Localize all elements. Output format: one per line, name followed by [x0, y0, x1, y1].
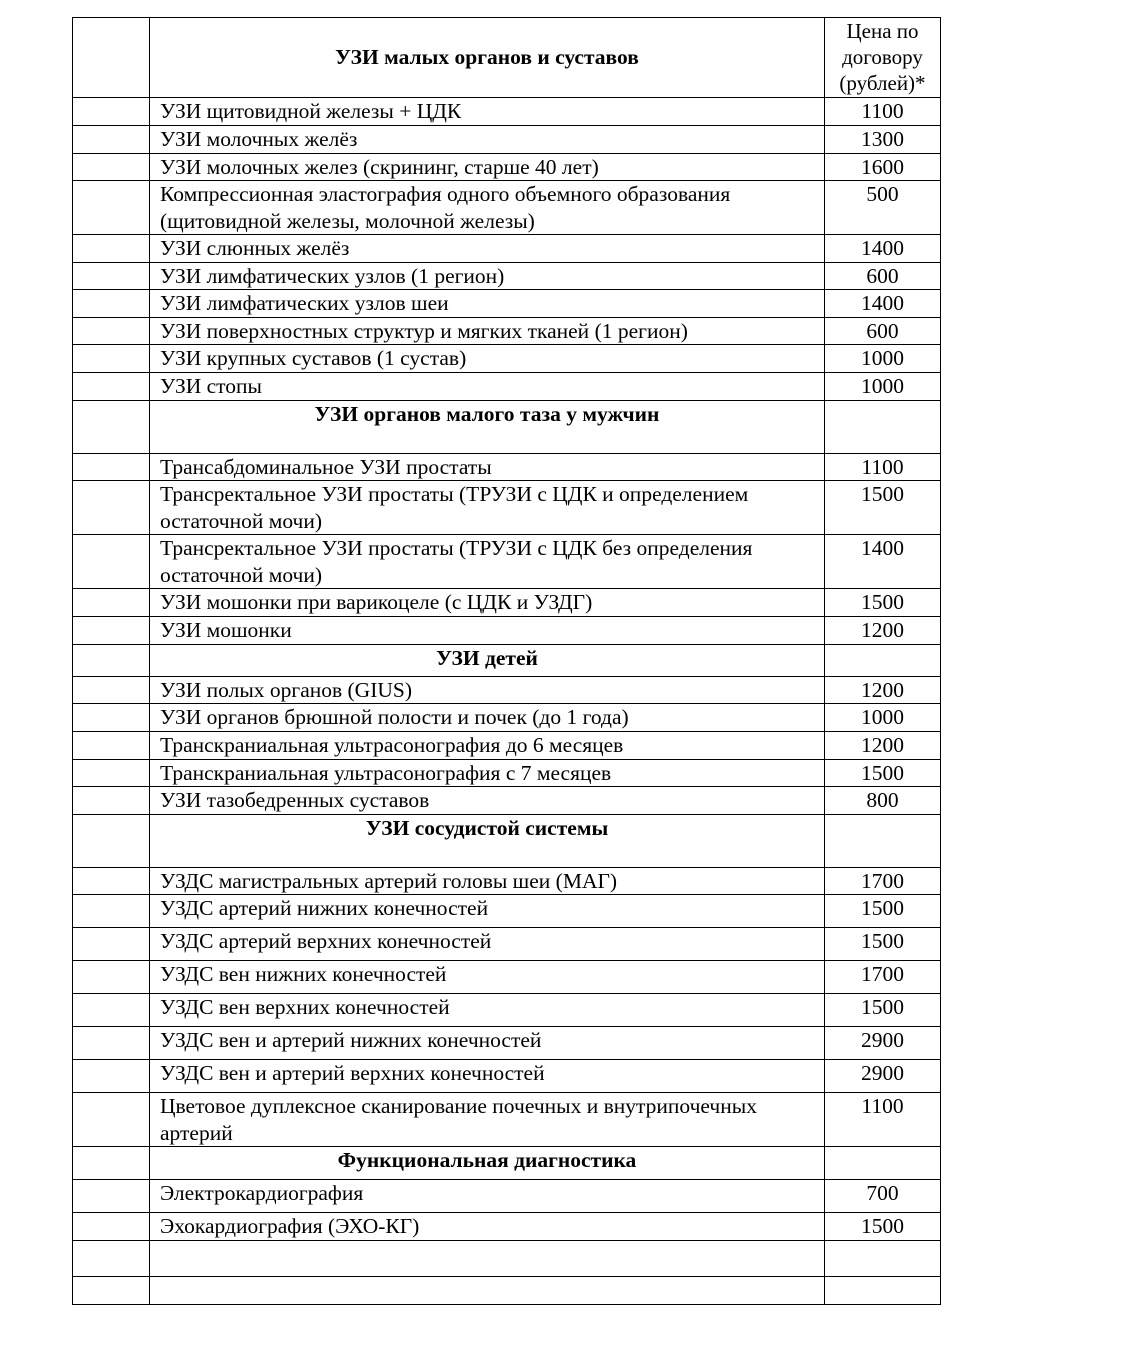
- service-price: 1100: [825, 453, 941, 481]
- table-title: УЗИ малых органов и суставов: [150, 18, 825, 98]
- row-number-cell: [73, 814, 150, 867]
- section-header-row: [73, 644, 941, 676]
- row-number-cell: [73, 1276, 150, 1304]
- empty-cell: [150, 1240, 825, 1276]
- service-name: Трансабдоминальное УЗИ простаты: [150, 453, 825, 481]
- empty-cell: [150, 1276, 825, 1304]
- service-name: УЗИ органов брюшной полости и почек (до 1 года): [150, 704, 825, 732]
- row-number-cell: [73, 372, 150, 400]
- service-price: 1500: [825, 481, 941, 535]
- table-row: [73, 759, 941, 787]
- row-number-cell: [73, 235, 150, 263]
- row-number-cell: [73, 1060, 150, 1093]
- service-price: 1400: [825, 290, 941, 318]
- service-name: Цветовое дуплексное сканирование почечных и внутрипочечных артерий: [150, 1093, 825, 1147]
- table-header-row: [73, 18, 941, 98]
- row-number-cell: [73, 704, 150, 732]
- table-row: [73, 994, 941, 1027]
- table-row: [73, 895, 941, 928]
- service-name: Трансректальное УЗИ простаты (ТРУЗИ с ЦДК и определением остаточной мочи): [150, 481, 825, 535]
- service-name: УЗДС магистральных артерий головы шеи (МАГ): [150, 867, 825, 895]
- price-table-body: [73, 18, 941, 1305]
- row-number-cell: [73, 732, 150, 760]
- number-column-header: [73, 18, 150, 98]
- section-title: УЗИ сосудистой системы: [150, 814, 825, 867]
- service-name: УЗИ лимфатических узлов шеи: [150, 290, 825, 318]
- service-name: УЗИ молочных желез (скрининг, старше 40 лет): [150, 153, 825, 181]
- service-name: УЗДС вен и артерий нижних конечностей: [150, 1027, 825, 1060]
- service-price: 1500: [825, 1213, 941, 1241]
- row-number-cell: [73, 644, 150, 676]
- service-name: УЗИ крупных суставов (1 сустав): [150, 345, 825, 373]
- table-row: [73, 616, 941, 644]
- row-number-cell: [73, 895, 150, 928]
- table-row: [73, 928, 941, 961]
- row-number-cell: [73, 481, 150, 535]
- service-price: 2900: [825, 1027, 941, 1060]
- service-price: 700: [825, 1180, 941, 1213]
- section-title: УЗИ органов малого таза у мужчин: [150, 400, 825, 453]
- row-number-cell: [73, 867, 150, 895]
- row-number-cell: [73, 961, 150, 994]
- table-row: [73, 98, 941, 126]
- service-price: 1400: [825, 235, 941, 263]
- service-name: УЗИ поверхностных структур и мягких тканей (1 регион): [150, 317, 825, 345]
- service-name: УЗИ стопы: [150, 372, 825, 400]
- service-price: 500: [825, 181, 941, 235]
- table-row: [73, 1180, 941, 1213]
- service-price: 600: [825, 262, 941, 290]
- row-number-cell: [73, 787, 150, 815]
- service-name: УЗИ полых органов (GIUS): [150, 676, 825, 704]
- price-table: [72, 17, 941, 1305]
- row-number-cell: [73, 98, 150, 126]
- table-row: [73, 732, 941, 760]
- service-name: УЗИ тазобедренных суставов: [150, 787, 825, 815]
- table-row: [73, 126, 941, 154]
- service-price: 1700: [825, 961, 941, 994]
- service-name: УЗИ молочных желёз: [150, 126, 825, 154]
- table-row: [73, 317, 941, 345]
- service-price: 1000: [825, 372, 941, 400]
- row-number-cell: [73, 290, 150, 318]
- service-price: 600: [825, 317, 941, 345]
- row-number-cell: [73, 1093, 150, 1147]
- service-name: УЗИ слюнных желёз: [150, 235, 825, 263]
- row-number-cell: [73, 181, 150, 235]
- empty-cell: [825, 1276, 941, 1304]
- row-number-cell: [73, 759, 150, 787]
- service-price: 1500: [825, 928, 941, 961]
- service-price: 800: [825, 787, 941, 815]
- service-price: 1100: [825, 1093, 941, 1147]
- table-row: [73, 1060, 941, 1093]
- table-row: [73, 1027, 941, 1060]
- table-row: [73, 290, 941, 318]
- service-price: 1100: [825, 98, 941, 126]
- table-row: [73, 153, 941, 181]
- row-number-cell: [73, 1147, 150, 1180]
- table-row: [73, 787, 941, 815]
- table-row: [73, 1213, 941, 1241]
- section-header-row: [73, 814, 941, 867]
- table-row: [73, 181, 941, 235]
- table-row: [73, 867, 941, 895]
- service-price: 1300: [825, 126, 941, 154]
- table-row: [73, 1093, 941, 1147]
- service-price: 1600: [825, 153, 941, 181]
- row-number-cell: [73, 994, 150, 1027]
- table-row: [73, 262, 941, 290]
- table-row: [73, 345, 941, 373]
- row-number-cell: [73, 928, 150, 961]
- table-row: [73, 589, 941, 617]
- service-name: УЗИ лимфатических узлов (1 регион): [150, 262, 825, 290]
- section-title: УЗИ детей: [150, 644, 825, 676]
- section-header-row: [73, 1147, 941, 1180]
- table-row: [73, 535, 941, 589]
- empty-row: [73, 1276, 941, 1304]
- row-number-cell: [73, 453, 150, 481]
- service-name: УЗДС вен и артерий верхних конечностей: [150, 1060, 825, 1093]
- empty-row: [73, 1240, 941, 1276]
- service-price: 1400: [825, 535, 941, 589]
- row-number-cell: [73, 400, 150, 453]
- row-number-cell: [73, 1213, 150, 1241]
- service-name: Эхокардиография (ЭХО-КГ): [150, 1213, 825, 1241]
- service-name: Электрокардиография: [150, 1180, 825, 1213]
- table-row: [73, 676, 941, 704]
- service-price: 1200: [825, 616, 941, 644]
- service-name: УЗДС артерий нижних конечностей: [150, 895, 825, 928]
- service-price: 1200: [825, 676, 941, 704]
- table-row: [73, 704, 941, 732]
- table-row: [73, 372, 941, 400]
- service-name: Транскраниальная ультрасонография до 6 месяцев: [150, 732, 825, 760]
- row-number-cell: [73, 262, 150, 290]
- service-name: УЗИ щитовидной железы + ЦДК: [150, 98, 825, 126]
- table-row: [73, 961, 941, 994]
- service-name: УЗДС вен верхних конечностей: [150, 994, 825, 1027]
- service-price: 1000: [825, 704, 941, 732]
- row-number-cell: [73, 589, 150, 617]
- table-row: [73, 235, 941, 263]
- section-header-row: [73, 400, 941, 453]
- service-price: 1500: [825, 895, 941, 928]
- section-price-cell: [825, 400, 941, 453]
- row-number-cell: [73, 126, 150, 154]
- row-number-cell: [73, 1240, 150, 1276]
- price-column-header: Цена по договору (рублей)*: [825, 18, 941, 98]
- service-name: УЗИ мошонки при варикоцеле (с ЦДК и УЗДГ): [150, 589, 825, 617]
- table-row: [73, 481, 941, 535]
- row-number-cell: [73, 317, 150, 345]
- service-price: 1200: [825, 732, 941, 760]
- row-number-cell: [73, 676, 150, 704]
- section-price-cell: [825, 644, 941, 676]
- empty-cell: [825, 1240, 941, 1276]
- service-price: 1700: [825, 867, 941, 895]
- service-name: Трансректальное УЗИ простаты (ТРУЗИ с ЦДК без определения остаточной мочи): [150, 535, 825, 589]
- service-price: 1000: [825, 345, 941, 373]
- section-price-cell: [825, 1147, 941, 1180]
- service-price: 2900: [825, 1060, 941, 1093]
- table-row: [73, 453, 941, 481]
- service-price: 1500: [825, 994, 941, 1027]
- service-name: УЗДС артерий верхних конечностей: [150, 928, 825, 961]
- service-name: УЗИ мошонки: [150, 616, 825, 644]
- service-name: Компрессионная эластография одного объемного образования (щитовидной железы, молочной железы): [150, 181, 825, 235]
- row-number-cell: [73, 153, 150, 181]
- row-number-cell: [73, 535, 150, 589]
- row-number-cell: [73, 1180, 150, 1213]
- service-name: Транскраниальная ультрасонография с 7 месяцев: [150, 759, 825, 787]
- section-price-cell: [825, 814, 941, 867]
- service-price: 1500: [825, 589, 941, 617]
- service-price: 1500: [825, 759, 941, 787]
- row-number-cell: [73, 345, 150, 373]
- row-number-cell: [73, 1027, 150, 1060]
- row-number-cell: [73, 616, 150, 644]
- section-title: Функциональная диагностика: [150, 1147, 825, 1180]
- service-name: УЗДС вен нижних конечностей: [150, 961, 825, 994]
